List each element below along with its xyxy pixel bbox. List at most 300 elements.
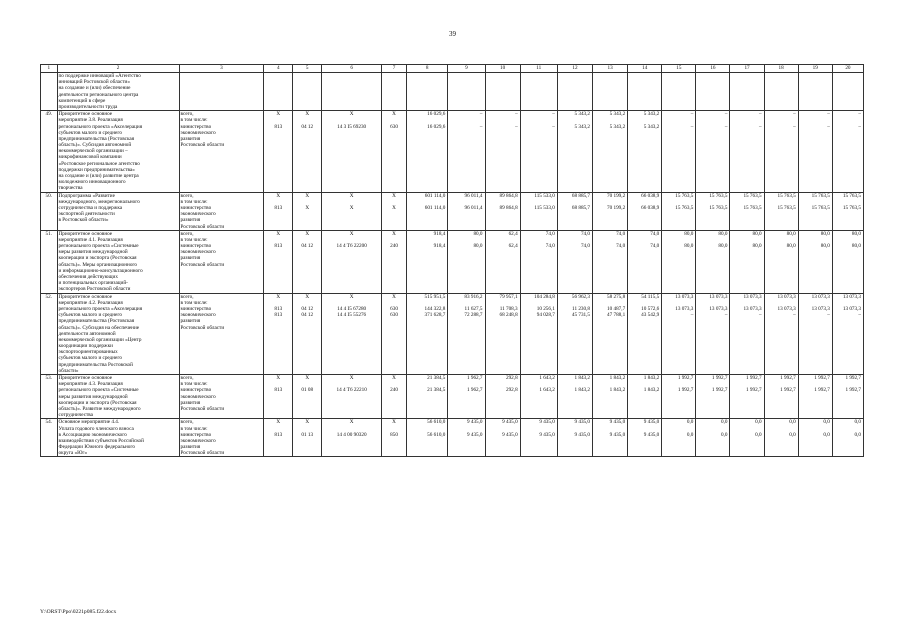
program-name-line: Уплата годового членского взноса	[58, 425, 134, 432]
value-cell	[628, 375, 662, 419]
value-line: 15 763,5	[842, 204, 861, 211]
value-line: 144 322,8	[424, 305, 446, 312]
value-line: 14 4 T6 22210	[336, 387, 367, 394]
program-name-line: кооперации и экспорта (Ростовская	[58, 399, 137, 406]
value-cell	[264, 73, 293, 111]
value-cell	[520, 293, 557, 374]
value-line: 5 343,2	[643, 111, 660, 118]
value-cell	[832, 375, 863, 419]
value-cell	[406, 419, 447, 457]
program-name-line: инноваций Ростовской области»	[58, 79, 130, 86]
value-cell	[628, 192, 662, 230]
value-line: 9 435,0	[539, 419, 555, 426]
value-line: 1 992,7	[711, 375, 728, 381]
value-cell	[264, 419, 293, 457]
value-cell	[557, 73, 592, 111]
executor-line: экономического	[180, 249, 216, 256]
value-line: 04 12	[301, 123, 314, 130]
value-line: –	[479, 111, 483, 118]
executor-line: Ростовской области	[180, 405, 225, 412]
value-cell	[593, 293, 628, 374]
program-name-line: субъектов малого и среднего	[58, 355, 122, 362]
program-name-line: предпринимательства (Ростовская	[58, 135, 135, 142]
executor-line: всего,	[180, 192, 194, 199]
row-number	[41, 73, 58, 111]
executor-line: министерство	[180, 204, 212, 211]
program-name-line: Федерации Южного федерального	[58, 444, 135, 451]
value-line: 15 763,5	[777, 192, 796, 199]
value-line: 9 435,0	[643, 431, 660, 438]
program-name-line: Подпрограмма «Развитие	[58, 192, 115, 199]
value-line: 80,0	[684, 230, 694, 237]
value-line: –	[552, 111, 555, 118]
value-line: 80,0	[718, 243, 728, 250]
value-line: 371 628,7	[424, 312, 446, 319]
value-line: 9 435,0	[643, 419, 660, 426]
value-line: 45 731,5	[571, 312, 591, 319]
value-line: 74,0	[650, 243, 660, 250]
value-cell	[557, 293, 592, 374]
value-line: 601 114,0	[424, 192, 446, 199]
program-name-line: в Ассоциацию экономического	[58, 431, 127, 438]
value-line: 813	[274, 123, 283, 130]
value-line: 15 763,5	[675, 204, 694, 211]
program-name-line: деятельности автономной	[58, 330, 116, 337]
executor-line: развития	[180, 318, 201, 325]
program-name-line: округа «Юг»	[58, 450, 88, 457]
program-name-line: область)». Меры организационного	[58, 261, 138, 268]
value-line: 292,8	[505, 387, 518, 394]
value-line: 0,0	[854, 431, 861, 438]
value-line: 9 435,0	[574, 431, 591, 438]
column-header: 17	[730, 65, 764, 73]
value-line: 9 435,0	[539, 431, 555, 438]
program-name-line: мероприятие 3.8. Реализация	[58, 117, 123, 124]
page-number: 39	[449, 30, 456, 38]
value-cell	[382, 192, 407, 230]
value-cell	[485, 73, 520, 111]
program-name-line: область)». Субсидия на обеспечение	[58, 324, 140, 331]
value-line: –	[827, 111, 830, 118]
value-cell	[798, 293, 832, 374]
executor-line: в том числе:	[180, 236, 208, 243]
value-line: 15 763,5	[777, 204, 796, 211]
value-line: 918,4	[433, 243, 446, 250]
value-cell	[322, 73, 382, 111]
value-cell	[293, 375, 322, 419]
value-line: 74,0	[545, 230, 555, 237]
value-cell	[322, 293, 382, 374]
value-line: –	[690, 123, 694, 130]
value-line: 70 199,2	[607, 192, 626, 199]
program-name-line: «Ростовское региональное агентство	[58, 160, 140, 167]
column-header: 2	[57, 65, 179, 73]
value-line: 83 916,2	[464, 293, 483, 300]
value-line: –	[690, 312, 694, 319]
column-header: 14	[628, 65, 662, 73]
program-name-line: по поддержке инноваций «Агентство	[58, 73, 141, 79]
value-line: 11 230,8	[572, 305, 591, 312]
value-line: 1 992,7	[780, 375, 796, 381]
value-line: X	[392, 192, 396, 199]
value-line: 0,0	[686, 431, 694, 438]
value-line: 62,4	[508, 230, 518, 237]
value-line: 0,0	[823, 431, 830, 438]
value-line: 89 864,8	[499, 204, 518, 211]
value-line: X	[392, 111, 396, 118]
value-line: –	[827, 312, 830, 319]
value-line: X	[276, 419, 281, 426]
value-cell	[764, 293, 798, 374]
value-line: 1 992,7	[677, 387, 694, 394]
column-header: 20	[832, 65, 863, 73]
value-line: 1 843,2	[643, 375, 660, 381]
value-cell	[662, 375, 696, 419]
value-cell	[730, 111, 764, 192]
executor-line: Ростовской области	[180, 324, 225, 331]
value-cell	[593, 73, 628, 111]
executor-line: всего,	[180, 419, 194, 426]
value-line: –	[793, 123, 796, 130]
value-cell	[696, 230, 730, 293]
program-name-line: Основное мероприятие 4.4.	[58, 419, 120, 426]
value-cell	[557, 419, 592, 457]
value-line: 04 12	[301, 243, 314, 250]
value-line: 1 992,7	[814, 387, 830, 394]
value-cell	[448, 419, 485, 457]
value-line: 80,0	[473, 230, 483, 237]
value-line: 5 343,2	[574, 111, 591, 118]
value-line: X	[349, 419, 354, 426]
value-line: 04 12	[301, 305, 314, 312]
budget-table	[40, 64, 864, 457]
value-line: 13 073,3	[811, 305, 830, 312]
value-cell	[730, 419, 764, 457]
value-line: 10 487,7	[607, 305, 626, 312]
value-cell	[293, 293, 322, 374]
executor-line: экономического	[180, 211, 216, 218]
value-cell	[557, 230, 592, 293]
value-line: X	[349, 230, 354, 237]
program-name-line: и потенциальных организаций-	[58, 280, 128, 287]
value-line: 0,0	[721, 419, 728, 426]
program-name-line: компетенций в сфере	[58, 97, 106, 104]
column-header: 11	[520, 65, 557, 73]
value-cell	[448, 230, 485, 293]
value-line: 515 951,5	[424, 293, 446, 300]
value-line: 13 073,3	[811, 293, 830, 300]
value-cell	[322, 230, 382, 293]
value-line: 70 199,2	[607, 204, 626, 211]
value-line: 9 435,0	[574, 419, 591, 426]
value-cell	[322, 375, 382, 419]
value-line: 15 763,5	[811, 204, 830, 211]
program-name-line: меры развития международной	[58, 249, 128, 256]
program-name-line: производительности труда	[58, 103, 118, 110]
value-cell	[832, 419, 863, 457]
program-name-line: координации поддержки	[58, 343, 113, 350]
executor-line: всего,	[180, 111, 194, 118]
program-name-line: экспортоориентированных	[58, 349, 118, 356]
column-header: 5	[293, 65, 322, 73]
row-number: 54.	[41, 419, 58, 457]
value-cell	[448, 375, 485, 419]
value-line: –	[724, 111, 728, 118]
value-cell	[382, 111, 407, 192]
program-name-line: микрофинансовой компании	[58, 154, 122, 161]
value-cell	[662, 111, 696, 192]
value-cell	[293, 419, 322, 457]
value-line: –	[858, 111, 861, 118]
value-cell	[520, 192, 557, 230]
value-cell	[662, 293, 696, 374]
executor-line: экономического	[180, 129, 216, 136]
value-cell	[832, 293, 863, 374]
program-name-line: на создание и (или) обеспечение	[58, 85, 131, 92]
value-line: X	[276, 192, 281, 199]
value-cell	[764, 375, 798, 419]
executor-line: развития	[180, 444, 201, 451]
value-line: 74,0	[616, 230, 626, 237]
program-name-line: Приоритетное основное	[58, 293, 113, 300]
program-name-line: экспортеров Ростовской области	[58, 286, 131, 293]
value-cell	[662, 192, 696, 230]
value-line: 813	[274, 387, 283, 394]
value-line: 240	[390, 387, 398, 394]
value-cell	[628, 230, 662, 293]
executor-line: министерство	[180, 305, 212, 312]
value-cell	[696, 111, 730, 192]
value-cell	[798, 375, 832, 419]
value-line: 104 284,8	[534, 293, 555, 300]
executor-line: министерство	[180, 243, 212, 250]
value-line: 1 843,2	[643, 387, 660, 394]
value-line: 43 542,9	[641, 312, 660, 319]
value-line: 80,0	[718, 230, 728, 237]
executor-line: в том числе:	[180, 299, 208, 306]
program-name-line: молодежного инновационного	[58, 179, 126, 186]
value-line: 80,0	[473, 243, 483, 250]
value-line: X	[305, 230, 310, 237]
value-line: 5 343,2	[609, 111, 626, 118]
value-line: 0,0	[789, 431, 796, 438]
value-line: 13 073,3	[675, 305, 694, 312]
value-cell	[798, 111, 832, 192]
program-name-line: регионального проекта «Системные	[58, 243, 139, 250]
executor-line: в том числе:	[180, 381, 208, 388]
row-number: 53.	[41, 375, 58, 419]
value-line: 115 533,0	[534, 192, 555, 199]
value-line: 813	[274, 243, 283, 250]
value-line: 11 708,3	[499, 305, 518, 312]
value-line: 68 885,7	[571, 192, 591, 199]
value-line: 94 028,7	[536, 312, 555, 319]
value-line: 13 073,3	[842, 293, 861, 300]
value-line: –	[479, 123, 483, 130]
program-name-line: взаимодействия субъектов Российской	[58, 437, 144, 444]
value-cell	[448, 293, 485, 374]
value-cell	[764, 419, 798, 457]
value-cell	[662, 73, 696, 111]
program-name-cell	[57, 293, 179, 374]
value-line: 47 788,1	[607, 312, 626, 319]
value-line: 13 073,3	[777, 293, 796, 300]
value-line: –	[759, 312, 762, 319]
value-cell	[628, 293, 662, 374]
value-line: 80,0	[851, 230, 861, 237]
table-row	[41, 230, 864, 293]
footer-file-path: Y:\ORST\Ppo\0221p085.f22.docx	[40, 609, 117, 615]
table-body	[41, 73, 864, 457]
value-cell	[448, 192, 485, 230]
program-name-cell	[57, 375, 179, 419]
value-cell	[264, 293, 293, 374]
column-header: 6	[322, 65, 382, 73]
value-line: 1 992,7	[711, 387, 728, 394]
value-line: –	[759, 123, 762, 130]
executor-line: в том числе:	[180, 425, 208, 432]
program-name-line: экспортной деятельности	[58, 211, 115, 218]
value-line: 1 643,2	[539, 387, 555, 394]
value-cell	[406, 375, 447, 419]
value-line: 66 038,9	[641, 192, 660, 199]
executor-line: Ростовской области	[180, 450, 225, 457]
program-name-line: Приоритетное основное	[58, 375, 113, 381]
value-cell	[557, 375, 592, 419]
executor-line: Ростовской области	[180, 223, 225, 230]
value-cell	[662, 419, 696, 457]
value-cell	[382, 293, 407, 374]
value-line: –	[724, 123, 728, 130]
value-cell	[628, 419, 662, 457]
value-cell	[696, 375, 730, 419]
value-cell	[662, 230, 696, 293]
value-line: 0,0	[789, 419, 796, 426]
value-line: 58 275,8	[607, 293, 626, 300]
column-header: 8	[406, 65, 447, 73]
value-cell	[293, 230, 322, 293]
column-header: 9	[448, 65, 485, 73]
value-cell	[520, 73, 557, 111]
value-line: 13 073,3	[675, 293, 694, 300]
value-line: 813	[274, 204, 283, 211]
program-name-line: предпринимательства Ростовской	[58, 361, 133, 368]
column-header: 4	[264, 65, 293, 73]
value-line: X	[349, 293, 354, 300]
value-line: X	[276, 230, 281, 237]
value-line: 04 12	[301, 312, 314, 319]
value-cell	[322, 192, 382, 230]
value-cell	[293, 192, 322, 230]
value-line: –	[858, 312, 861, 319]
value-line: –	[515, 111, 518, 118]
program-name-line: обеспечения действующих	[58, 274, 118, 280]
value-line: 80,0	[820, 243, 830, 250]
value-line: X	[305, 293, 310, 300]
value-cell	[264, 375, 293, 419]
value-line: X	[305, 375, 310, 381]
table-row	[41, 419, 864, 457]
value-line: 813	[274, 312, 283, 319]
value-line: X	[276, 111, 281, 118]
value-line: 0,0	[755, 419, 762, 426]
program-name-line: мероприятие 4.1. Реализация	[58, 236, 123, 243]
value-line: 80,0	[851, 243, 861, 250]
value-line: 89 864,8	[499, 192, 518, 199]
value-line: 68 885,7	[571, 204, 591, 211]
value-line: 630	[390, 305, 398, 312]
value-cell	[798, 419, 832, 457]
value-line: X	[305, 419, 310, 426]
value-cell	[730, 375, 764, 419]
value-line: 0,0	[854, 419, 861, 426]
value-cell	[628, 73, 662, 111]
program-name-line: область)». Развитие международного	[58, 405, 141, 412]
value-line: 16 029,6	[427, 123, 446, 130]
table-row	[41, 73, 864, 111]
value-cell	[832, 73, 863, 111]
value-cell	[557, 111, 592, 192]
value-line: 0,0	[721, 431, 728, 438]
value-line: 74,0	[545, 243, 555, 250]
value-line: X	[392, 293, 396, 300]
value-line: 15 763,5	[811, 192, 830, 199]
value-line: X	[276, 293, 281, 300]
value-cell	[485, 293, 520, 374]
value-line: 14 3 I5 69230	[337, 123, 367, 130]
value-line: 1 992,7	[746, 387, 762, 394]
value-cell	[520, 230, 557, 293]
program-name-line: и информационно-консультационного	[58, 267, 143, 274]
row-number: 52.	[41, 293, 58, 374]
value-line: 1 962,7	[466, 375, 483, 381]
value-line: 14 4 00 90320	[336, 431, 367, 438]
executor-cell	[179, 73, 264, 111]
value-cell	[406, 293, 447, 374]
value-line: 14 4 T6 22200	[336, 243, 367, 250]
executor-line: развития	[180, 399, 201, 406]
executor-line: Ростовской области	[180, 261, 225, 268]
value-cell	[798, 73, 832, 111]
value-line: 0,0	[686, 419, 694, 426]
program-name-line: международного, межрегионального	[58, 198, 140, 205]
executor-line: развития	[180, 217, 201, 224]
value-cell	[448, 73, 485, 111]
value-cell	[593, 375, 628, 419]
program-name-line: регионального проекта «Системные	[58, 387, 139, 394]
program-name-line: некоммерческой организации «Центр	[58, 336, 142, 343]
value-cell	[264, 230, 293, 293]
value-line: –	[827, 123, 830, 130]
program-name-line: мероприятие 4.3. Реализация	[58, 381, 123, 388]
column-header: 10	[485, 65, 520, 73]
value-line: X	[305, 192, 310, 199]
value-line: 1 992,7	[746, 375, 762, 381]
column-header: 15	[662, 65, 696, 73]
value-cell	[832, 111, 863, 192]
value-line: X	[392, 419, 396, 426]
value-line: 13 073,3	[743, 305, 762, 312]
program-name-cell	[57, 73, 179, 111]
value-line: X	[349, 204, 354, 211]
executor-cell	[179, 375, 264, 419]
value-line: 74,0	[616, 243, 626, 250]
value-line: 01 13	[301, 431, 314, 438]
value-cell	[322, 111, 382, 192]
value-line: 1 992,7	[780, 387, 796, 394]
value-line: 10 572,6	[641, 305, 660, 312]
value-line: 72 288,7	[464, 312, 483, 319]
